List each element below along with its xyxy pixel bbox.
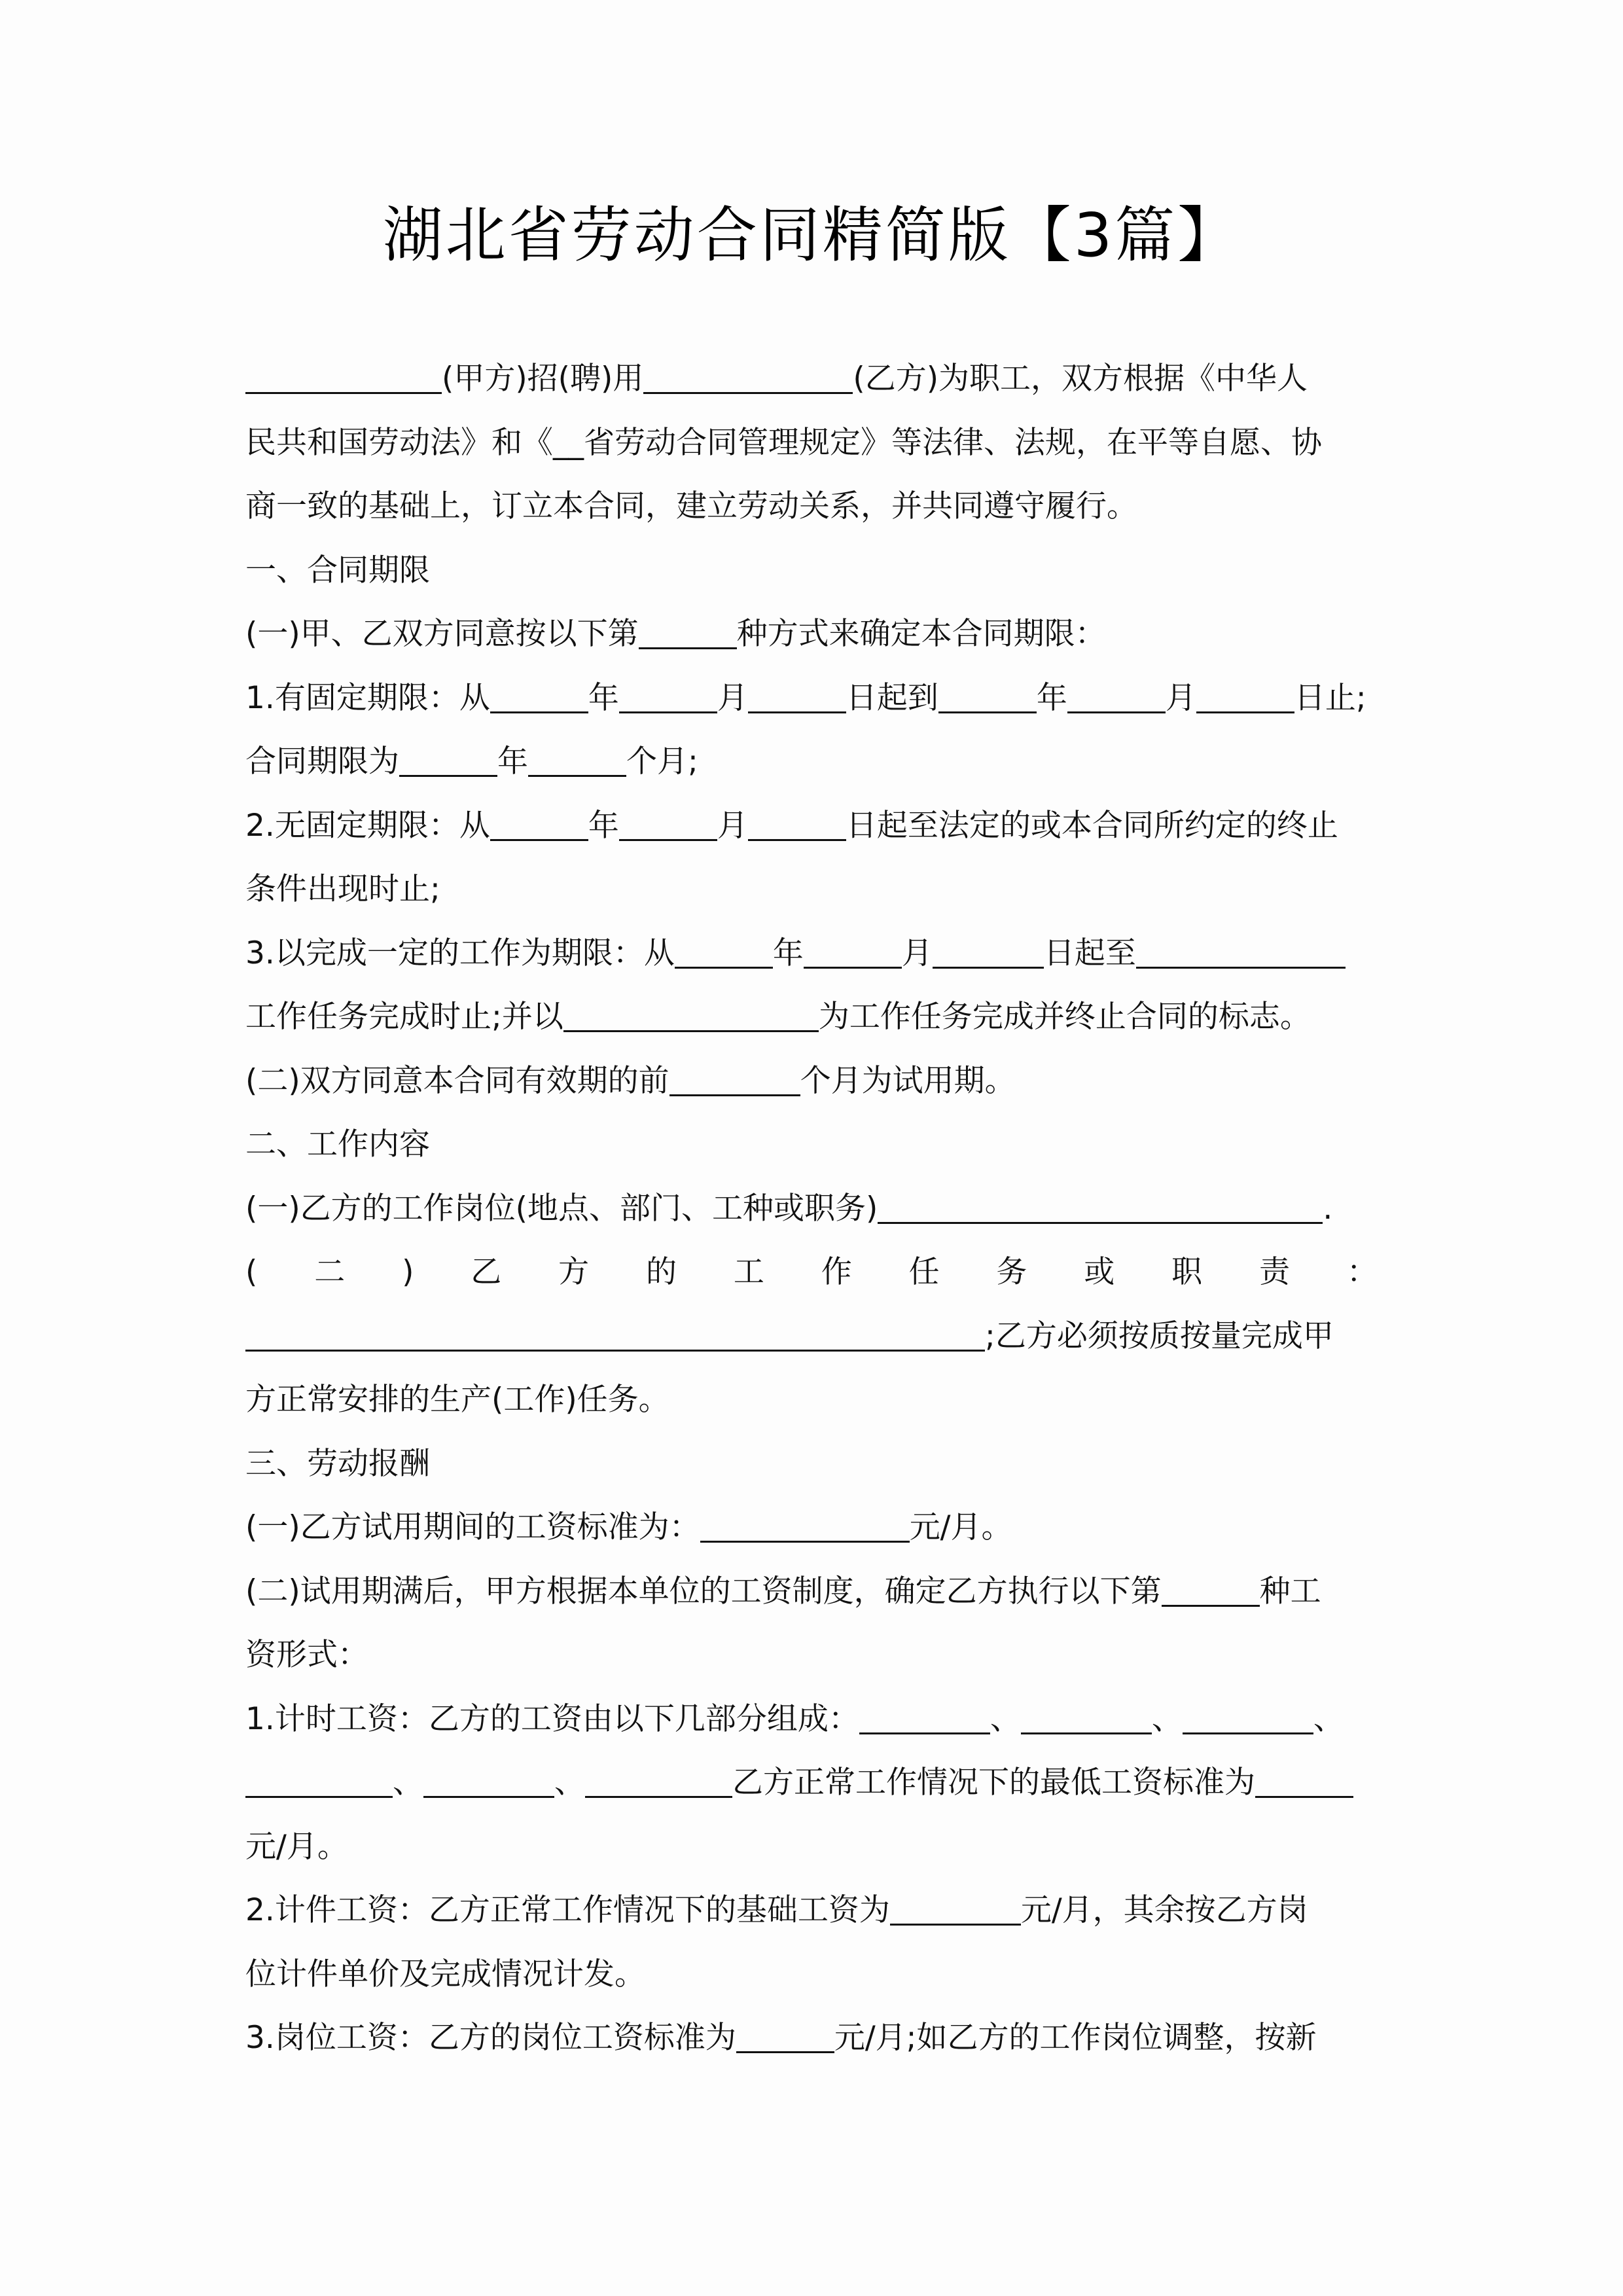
line-text: 月 [901, 935, 933, 971]
document-line [245, 1113, 1378, 1177]
fill-in-blank[interactable] [423, 1767, 554, 1798]
fill-in-blank[interactable] [490, 683, 588, 713]
document-line [245, 1560, 1378, 1624]
line-text: 、 [554, 1765, 585, 1801]
fill-in-blank[interactable] [245, 1767, 393, 1798]
line-text: 、 [393, 1765, 423, 1801]
fill-in-blank[interactable] [700, 1512, 910, 1543]
line-text: (一)乙方试用期间的工资标准为： [245, 1509, 700, 1545]
document-line [245, 347, 1378, 411]
line-text: (二)双方同意本合同有效期的前 [245, 1062, 669, 1099]
line-text: 乙 [471, 1254, 502, 1290]
fill-in-blank[interactable] [245, 363, 442, 394]
line-text: . [1323, 1190, 1333, 1227]
fill-in-blank[interactable] [399, 746, 497, 777]
line-text: 年 [1036, 679, 1067, 716]
line-text: ( [245, 1254, 258, 1290]
line-text: 元/月，其余按乙方岗 [1020, 1892, 1308, 1928]
fill-in-blank[interactable] [748, 810, 846, 841]
document-line [245, 1943, 1378, 2007]
line-text: 2.计件工资：乙方正常工作情况下的基础工资为 [245, 1892, 890, 1928]
line-text: 方正常安排的生产(工作)任务。 [245, 1382, 669, 1418]
fill-in-blank[interactable] [938, 683, 1037, 713]
fill-in-blank[interactable] [1021, 1704, 1152, 1734]
line-text: 月 [717, 679, 748, 716]
line-text: 年 [588, 807, 619, 844]
line-text: 民共和国劳动法》和《__省劳动合同管理规定》等法律、法规，在平等自愿、协 [245, 424, 1322, 461]
line-text: 元/月;如乙方的工作岗位调整，按新 [834, 2020, 1317, 2056]
document-line [245, 1815, 1378, 1879]
line-text: 年 [772, 935, 804, 971]
document-line [245, 794, 1378, 858]
document-line [245, 1177, 1378, 1241]
line-text: 职 [1171, 1254, 1203, 1290]
fill-in-blank[interactable] [859, 1704, 990, 1734]
fill-in-blank[interactable] [748, 683, 846, 713]
fill-in-blank[interactable] [675, 938, 773, 969]
fill-in-blank[interactable] [639, 619, 737, 649]
fill-in-blank[interactable] [669, 1066, 800, 1096]
line-text: 条件出现时止; [245, 871, 440, 907]
line-text: ： [1346, 1254, 1378, 1290]
line-text: 月 [1165, 679, 1196, 716]
line-text: (二)试用期满后，甲方根据本单位的工资制度，确定乙方执行以下第 [245, 1573, 1162, 1609]
document-line [245, 1240, 1378, 1304]
document-line [245, 1623, 1378, 1687]
document-line [245, 1687, 1378, 1751]
document-line [245, 730, 1378, 794]
line-text: 3.岗位工资：乙方的岗位工资标准为 [245, 2020, 736, 2056]
line-text: 元/月。 [909, 1509, 1012, 1545]
line-text: 个月; [626, 744, 698, 780]
document-title: 湖北省劳动合同精简版【3篇】 [382, 200, 1241, 270]
fill-in-blank[interactable] [1183, 1704, 1313, 1734]
document-line [245, 857, 1378, 922]
document-line [245, 1049, 1378, 1113]
document-line [245, 411, 1378, 475]
line-text: 工作任务完成时止;并以 [245, 999, 563, 1035]
document-line [245, 666, 1378, 730]
line-text: 或 [1084, 1254, 1115, 1290]
fill-in-blank[interactable] [1255, 1767, 1353, 1798]
line-text: 方 [558, 1254, 590, 1290]
fill-in-blank[interactable] [1162, 1576, 1260, 1607]
line-text: 的 [645, 1254, 677, 1290]
line-text: 种工 [1259, 1573, 1321, 1609]
fill-in-blank[interactable] [804, 938, 902, 969]
line-text: 日止; [1294, 679, 1366, 716]
line-text: (一)乙方的工作岗位(地点、部门、工种或职务) [245, 1190, 878, 1227]
fill-in-blank[interactable] [245, 1321, 985, 1352]
document-line [245, 922, 1378, 986]
line-text: 商一致的基础上，订立本合同，建立劳动关系，并共同遵守履行。 [245, 488, 1137, 524]
fill-in-blank[interactable] [1067, 683, 1166, 713]
document-line [245, 1496, 1378, 1560]
fill-in-blank[interactable] [933, 938, 1044, 969]
fill-in-blank[interactable] [490, 810, 588, 841]
line-text: (甲方)招(聘)用 [442, 361, 644, 397]
document-body [245, 347, 1378, 2070]
document-line [245, 602, 1378, 666]
line-text: 月 [717, 807, 748, 844]
fill-in-blank[interactable] [585, 1767, 732, 1798]
fill-in-blank[interactable] [736, 2022, 834, 2053]
document-line [245, 475, 1378, 539]
fill-in-blank[interactable] [1196, 683, 1294, 713]
line-text: 二、工作内容 [245, 1126, 430, 1162]
line-text: 合同期限为 [245, 744, 399, 780]
document-line [245, 1751, 1378, 1815]
document-line [245, 1432, 1378, 1496]
fill-in-blank[interactable] [528, 746, 626, 777]
fill-in-blank[interactable] [878, 1193, 1323, 1224]
line-text: 个月为试用期。 [800, 1062, 1016, 1099]
line-text: 二 [314, 1254, 346, 1290]
line-text: 一、合同期限 [245, 552, 430, 588]
line-text: 日起至 [1043, 935, 1136, 971]
line-text: 、 [1151, 1700, 1183, 1737]
line-text: 任 [908, 1254, 940, 1290]
fill-in-blank[interactable] [619, 683, 717, 713]
line-text: 资形式： [245, 1637, 368, 1673]
line-text: 日起到 [846, 679, 938, 716]
line-text: 作 [821, 1254, 852, 1290]
line-text: 3.以完成一定的工作为期限：从 [245, 935, 675, 971]
line-text: 务 [996, 1254, 1027, 1290]
fill-in-blank[interactable] [563, 1001, 819, 1032]
line-text: 为工作任务完成并终止合同的标志。 [818, 999, 1311, 1035]
fill-in-blank[interactable] [1136, 938, 1346, 969]
line-text: 三、劳动报酬 [245, 1445, 430, 1482]
line-text: ;乙方必须按质按量完成甲 [985, 1318, 1334, 1354]
line-text: (一)甲、乙双方同意按以下第 [245, 616, 639, 652]
line-text: ) [402, 1254, 414, 1290]
document-line [245, 1304, 1378, 1369]
line-text: 1.有固定期限：从 [245, 679, 490, 716]
line-text: 工 [733, 1254, 764, 1290]
fill-in-blank[interactable] [643, 363, 853, 394]
line-text: 1.计时工资：乙方的工资由以下几部分组成： [245, 1700, 859, 1737]
line-text: 种方式来确定本合同期限： [736, 616, 1106, 652]
line-text: 年 [588, 679, 619, 716]
document-line [245, 1878, 1378, 1943]
document-line [245, 1368, 1378, 1432]
line-text: 2.无固定期限：从 [245, 807, 490, 844]
fill-in-blank[interactable] [890, 1895, 1021, 1926]
line-text: 、 [990, 1700, 1021, 1737]
line-text: 位计件单价及完成情况计发。 [245, 1956, 645, 1992]
line-text: 责 [1259, 1254, 1290, 1290]
line-text: 年 [497, 744, 528, 780]
line-text: (乙方)为职工，双方根据《中华人 [853, 361, 1308, 397]
line-text: 、 [1313, 1700, 1344, 1737]
fill-in-blank[interactable] [619, 810, 717, 841]
document-line [245, 985, 1378, 1049]
line-text: 乙方正常工作情况下的最低工资标准为 [732, 1765, 1255, 1801]
document-line [245, 2006, 1378, 2070]
document-line [245, 539, 1378, 603]
line-text: 元/月。 [245, 1828, 348, 1865]
line-text: 日起至法定的或本合同所约定的终止 [846, 807, 1338, 844]
